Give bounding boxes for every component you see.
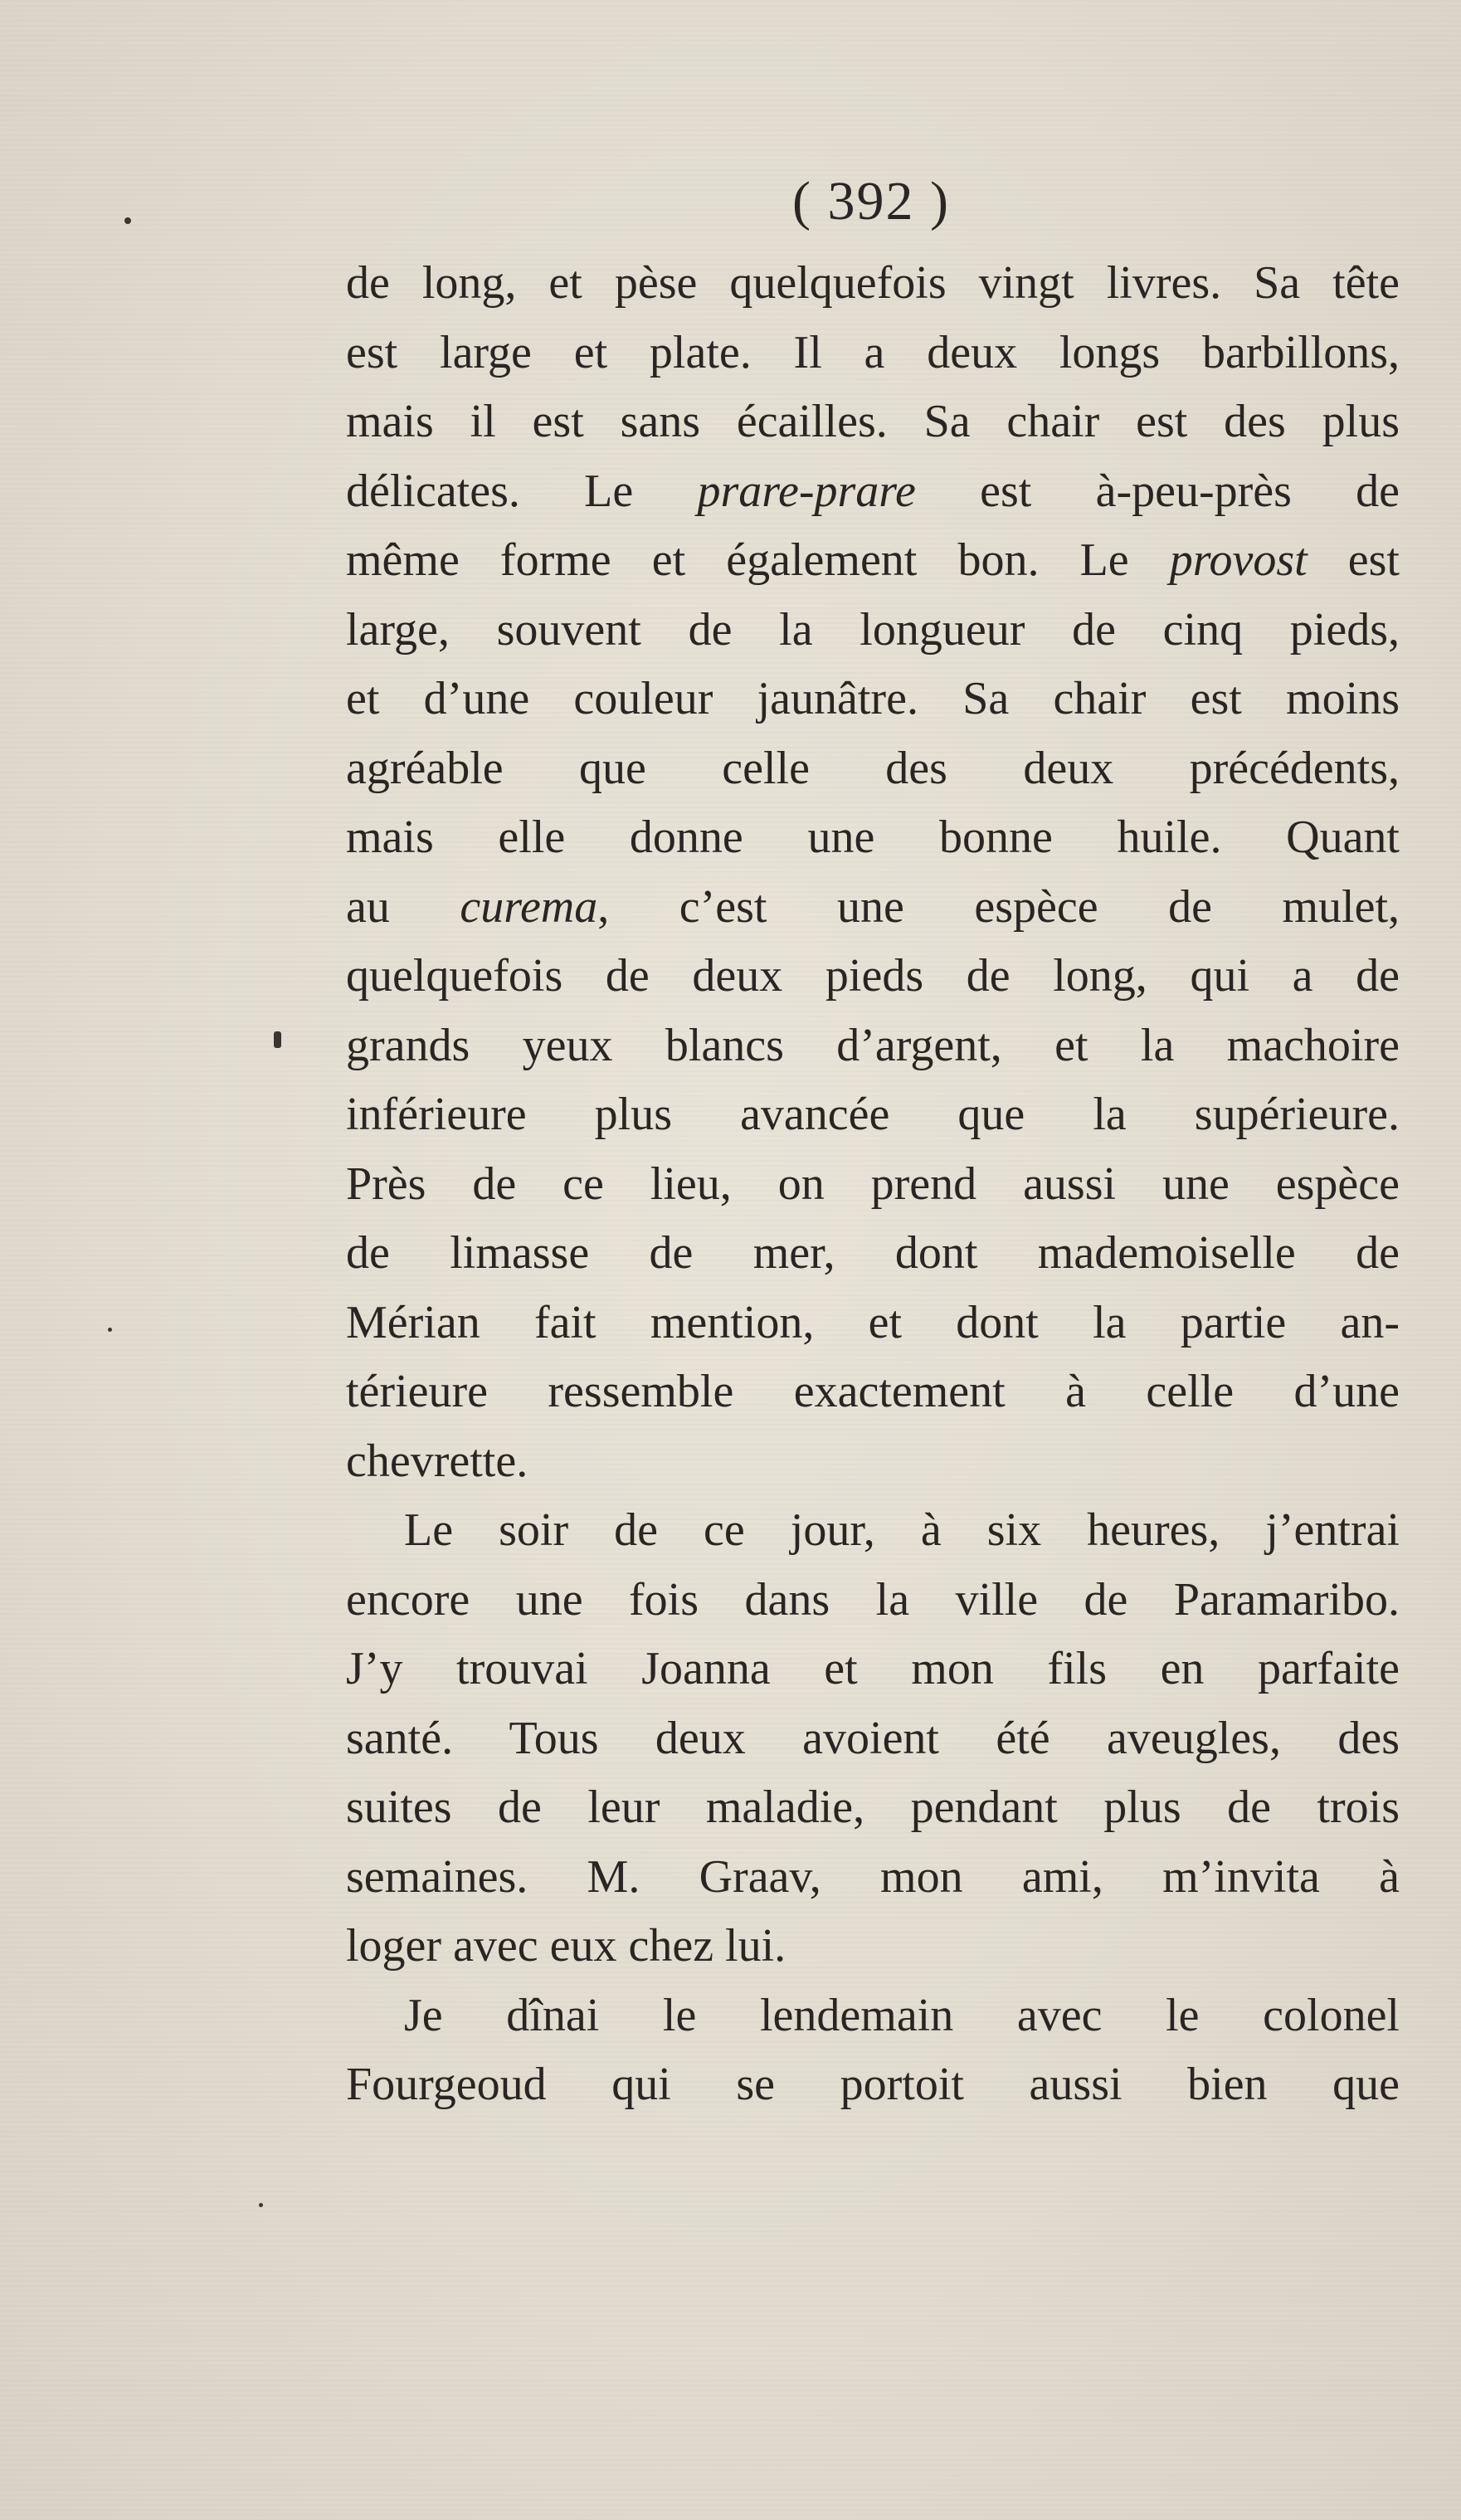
body-text <box>346 249 1400 2120</box>
text-line: Mérian fait mention, et dont la partie an- <box>346 1296 1400 1348</box>
text-line: chevrette. <box>346 1435 528 1487</box>
paper-speck <box>259 2203 263 2207</box>
text-line: Le soir de ce jour, à six heures, j’entrai <box>404 1504 1400 1556</box>
text-line: délicates. Le prare-prare est à-peu-près de <box>346 465 1400 517</box>
italic-term: curema <box>460 880 598 933</box>
text-line: Je dînai le lendemain avec le colonel <box>404 1989 1400 2041</box>
text-line: quelquefois de deux pieds de long, qui a de <box>346 950 1400 1002</box>
text-line: mais il est sans écailles. Sa chair est des plus <box>346 396 1400 447</box>
text-line: Près de ce lieu, on prend aussi une espèce <box>346 1158 1400 1210</box>
text-line: suites de leur maladie, pendant plus de trois <box>346 1782 1400 1833</box>
text-line: de long, et pèse quelquefois vingt livres. Sa tête <box>346 257 1400 309</box>
text-line: encore une fois dans la ville de Paramaribo. <box>346 1573 1400 1626</box>
text-line: large, souvent de la longueur de cinq pieds, <box>346 603 1400 656</box>
paper-speck <box>274 1031 281 1048</box>
text-line: térieure ressemble exactement à celle d’une <box>346 1366 1400 1417</box>
text-line: est large et plate. Il a deux longs barbillons, <box>346 326 1400 378</box>
paper-speck <box>124 217 131 224</box>
text-line: même forme et également bon. Le provost est <box>346 534 1400 586</box>
text-line: J’y trouvai Joanna et mon fils en parfaite <box>346 1643 1400 1694</box>
text-line: mais elle donne une bonne huile. Quant <box>346 812 1400 863</box>
text-line: de limasse de mer, dont mademoiselle de <box>346 1227 1400 1279</box>
italic-term: provost <box>1169 534 1308 586</box>
text-line: Fourgeoud qui se portoit aussi bien que <box>346 2059 1400 2110</box>
paper-speck <box>108 1328 112 1332</box>
italic-term: prare-prare <box>697 465 916 517</box>
text-line: et d’une couleur jaunâtre. Sa chair est moins <box>346 673 1400 724</box>
text-line: agréable que celle des deux précédents, <box>346 742 1400 794</box>
text-line: inférieure plus avancée que la supérieure. <box>346 1089 1400 1140</box>
page-number: ( 392 ) <box>792 171 950 232</box>
text-line: au curema, c’est une espèce de mulet, <box>346 880 1400 933</box>
text-line: loger avec eux chez lui. <box>346 1920 787 1972</box>
text-line: santé. Tous deux avoient été aveugles, des <box>346 1712 1400 1764</box>
text-line: semaines. M. Graav, mon ami, m’invita à <box>346 1850 1400 1903</box>
text-line: grands yeux blancs d’argent, et la machoire <box>346 1019 1400 1071</box>
